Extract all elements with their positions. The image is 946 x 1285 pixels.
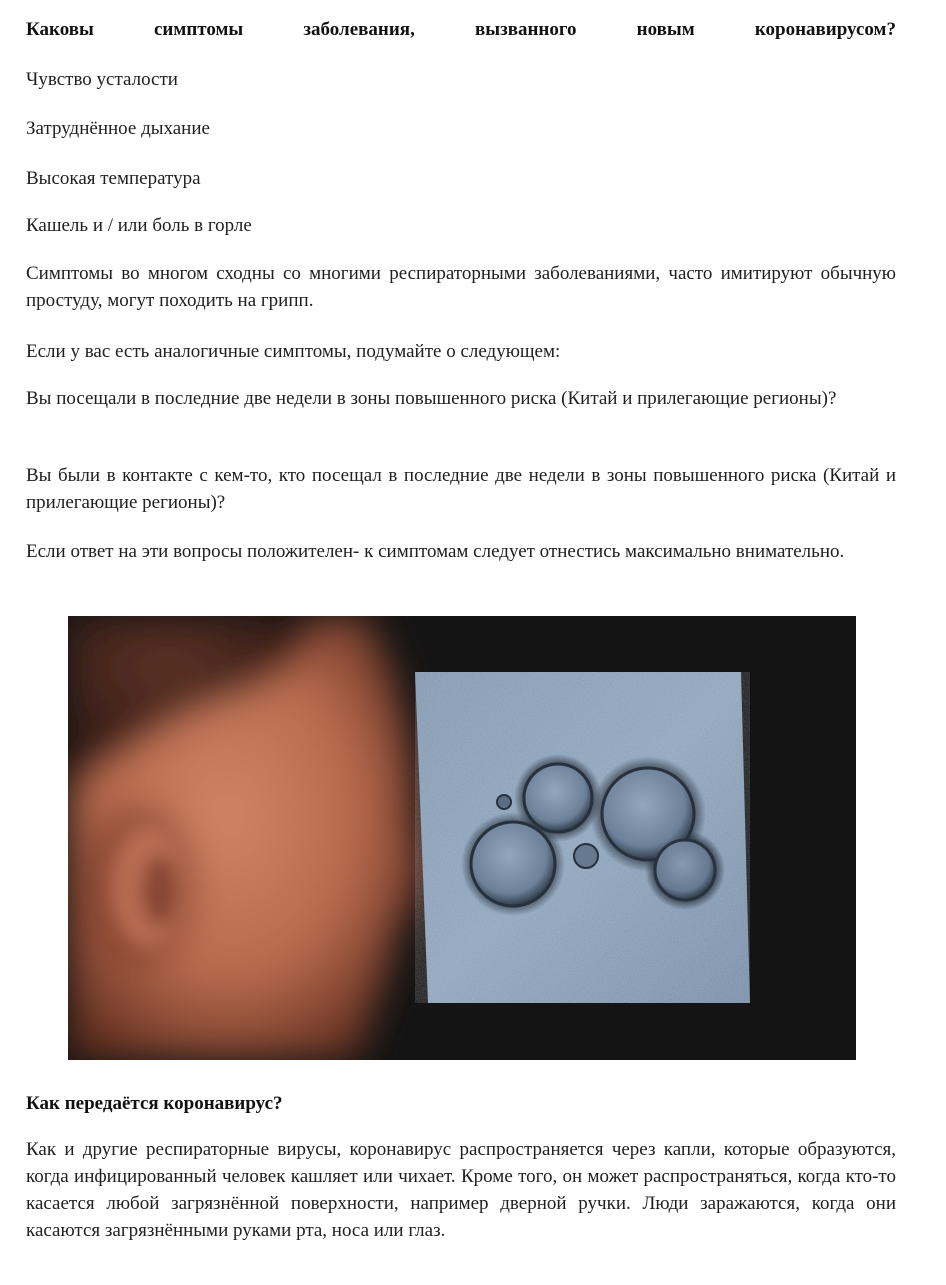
virus-micrograph <box>415 672 750 1003</box>
symptom-cough: Кашель и / или боль в горле <box>26 215 252 236</box>
symptom-fatigue: Чувство усталости <box>26 69 178 90</box>
blurred-face <box>68 616 421 1060</box>
symptom-breathing: Затруднённое дыхание <box>26 118 210 139</box>
symptom-fever: Высокая температура <box>26 168 201 189</box>
consider-intro: Если у вас есть аналогичные симптомы, подумайте о следующем: <box>26 341 561 362</box>
transmission-heading: Как передаётся коронавирус? <box>26 1093 283 1114</box>
coronavirus-photo <box>68 616 856 1060</box>
photo-illustration <box>68 616 856 1060</box>
question-contact: Вы были в контакте с кем-то, кто посещал в последние две недели в зоны повышенного риска (Китай и прилегающие регионы)? <box>26 465 896 513</box>
conclusion-paragraph: Если ответ на эти вопросы положителен- к симптомам следует отнестись максимально внимательно. <box>26 541 845 562</box>
symptoms-heading: Каковы симптомы заболевания, вызванного новым коронавирусом? <box>26 19 896 40</box>
transmission-paragraph: Как и другие респираторные вирусы, коронавирус распространяется через капли, которые образуются, когда инфицированный человек кашляет или чихает. Кроме того, он может распространяться, когда кто-то касается любой загрязнённой поверхности, например дверной ручки. Люди заражаются, когда они касаются загрязнёнными руками рта, носа или глаз. <box>26 1139 896 1241</box>
question-travel: Вы посещали в последние две недели в зоны повышенного риска (Китай и прилегающие регионы)? <box>26 388 837 409</box>
similarity-paragraph: Симптомы во многом сходны со многими респираторными заболеваниями, часто имитируют обычную простуду, могут походить на грипп. <box>26 263 896 311</box>
